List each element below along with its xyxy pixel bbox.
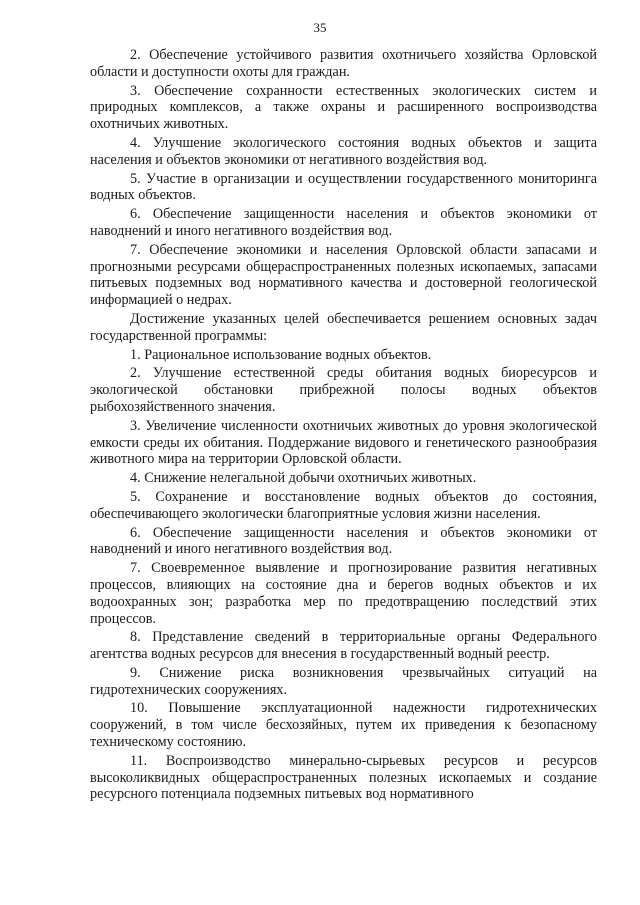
task-2-paragraph: 2. Улучшение естественной среды обитания водных биоресурсов и экологической обстановки прибрежной полосы водных объектов рыбохозяйственного значения. [90, 365, 597, 415]
goal-3-paragraph: 3. Обеспечение сохранности естественных экологических систем и природных комплексов, а также охраны и расширенного воспроизводства охотничьих животных. [90, 82, 597, 133]
goal-4-paragraph: 4. Улучшение экологического состояния водных объектов и защита населения и объектов экономики от негативного воздействия вод. [90, 134, 597, 168]
goal-6-paragraph: 6. Обеспечение защищенности населения и объектов экономики от наводнений и иного негативного воздействия вод. [90, 206, 597, 239]
task-7-paragraph: 7. Своевременное выявление и прогнозирование развития негативных процессов, влияющих на состояние дна и берегов водных объектов и их водоохранных зон; разработка мер по предотвращению последствий этих процессов. [90, 560, 597, 627]
tasks-intro-paragraph: Достижение указанных целей обеспечивается решением основных задач государственной программы: [90, 310, 597, 344]
task-8-paragraph: 8. Представление сведений в территориальные органы Федерального агентства водных ресурсов для внесения в государственный водный реестр. [90, 629, 597, 663]
page-number: 35 [313, 20, 327, 35]
document-body [90, 47, 597, 803]
task-5-paragraph: 5. Сохранение и восстановление водных объектов до состояния, обеспечивающего экологически благоприятные условия жизни населения. [90, 488, 597, 522]
task-4-paragraph: 4. Снижение нелегальной добычи охотничьих животных. [130, 470, 477, 487]
goal-2-paragraph: 2. Обеспечение устойчивого развития охотничьего хозяйства Орловской области и доступности охоты для граждан. [90, 47, 597, 80]
task-9-paragraph: 9. Снижение риска возникновения чрезвычайных ситуаций на гидротехнических сооружениях. [90, 664, 597, 698]
task-3-paragraph: 3. Увеличение численности охотничьих животных до уровня экологической емкости среды их обитания. Поддержание видового и генетического разнообразия животного мира на территории Орловской области. [90, 417, 597, 468]
goal-5-paragraph: 5. Участие в организации и осуществлении государственного мониторинга водных объектов. [90, 170, 597, 204]
goal-7-paragraph: 7. Обеспечение экономики и населения Орловской области запасами и прогнозными ресурсами общераспространенных полезных ископаемых, запасами питьевых подземных вод нормативного качества и достоверной геологической информацией о недрах. [90, 241, 597, 309]
task-11-paragraph: 11. Воспроизводство минерально-сырьевых ресурсов и ресурсов высоколиквидных общераспространенных полезных ископаемых и создание ресурсного потенциала подземных питьевых вод нормативного [90, 752, 597, 803]
task-10-paragraph: 10. Повышение эксплуатационной надежности гидротехнических сооружений, в том числе бесхозяйных, путем их приведения к безопасному техническому состоянию. [90, 700, 597, 751]
task-1-paragraph: 1. Рациональное использование водных объектов. [130, 346, 432, 363]
task-6-paragraph: 6. Обеспечение защищенности населения и объектов экономики от наводнений и иного негативного воздействия вод. [90, 524, 597, 558]
